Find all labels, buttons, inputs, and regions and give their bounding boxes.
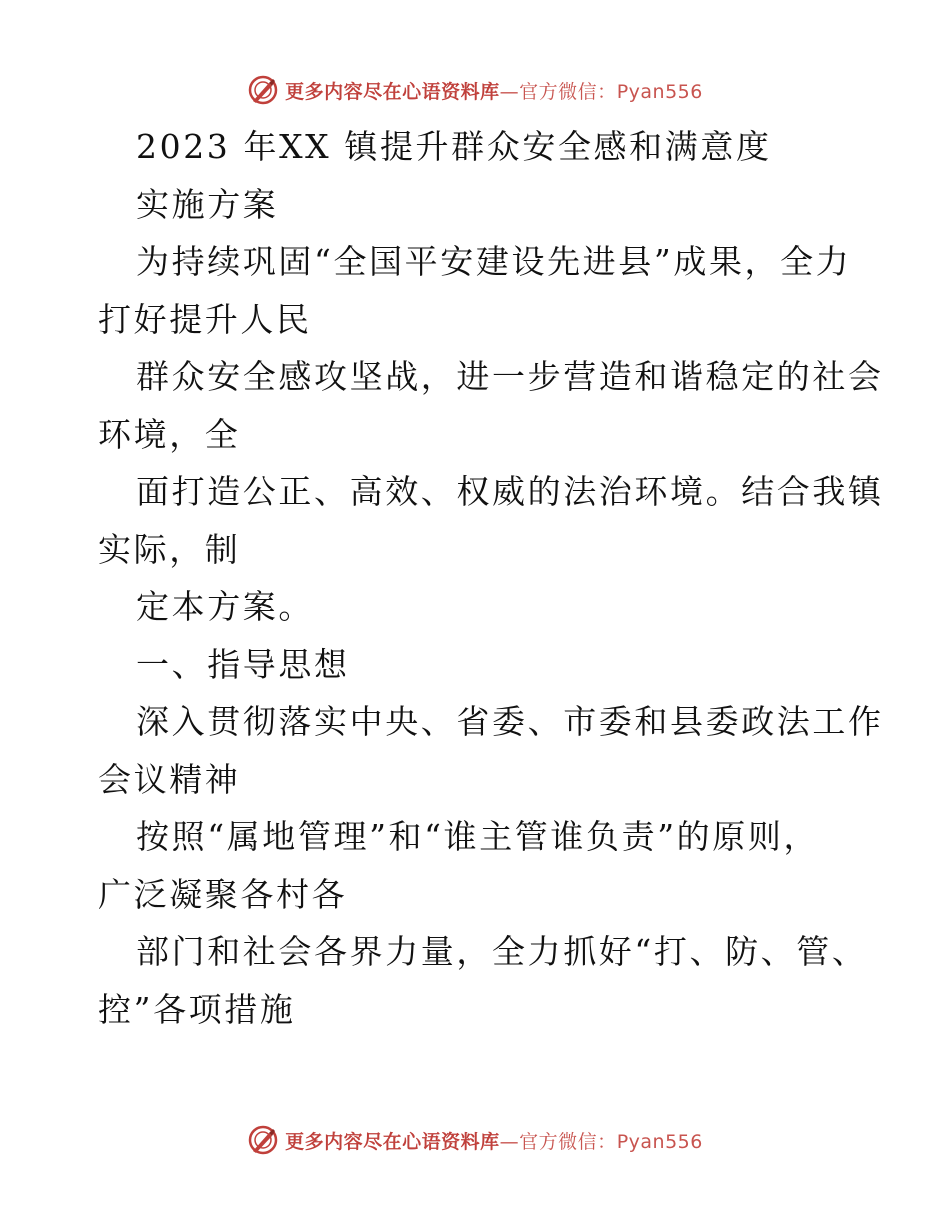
paragraph-line: 定本方案。: [136, 587, 314, 626]
paragraph-line: 广泛凝聚各村各: [98, 874, 348, 914]
paragraph-line: 群众安全感攻坚战，进一步营造和谐稳定的社会: [136, 357, 884, 396]
header-watermark: [0, 70, 950, 110]
paragraph-line: 为持续巩固“全国平安建设先进县”成果，全力: [136, 242, 852, 281]
watermark-text: [285, 1127, 703, 1154]
pen-logo-icon: [247, 1124, 279, 1156]
paragraph-line: 部门和社会各界力量，全力抓好“打、防、管、: [136, 932, 868, 971]
paragraph-line: 按照“属地管理”和“谁主管谁负责”的原则，: [136, 817, 820, 856]
watermark-brand: 更多内容尽在心语资料库: [285, 1130, 500, 1153]
document-title-line-1: 2023 年XX 镇提升群众安全感和满意度: [136, 127, 772, 166]
watermark-label: 官方微信：: [519, 1130, 617, 1153]
watermark-wechat-id: Pyan556: [616, 1130, 703, 1153]
watermark-label: 官方微信：: [519, 80, 617, 103]
watermark-wechat-id: Pyan556: [616, 80, 703, 103]
paragraph-line: 实际，制: [98, 529, 241, 569]
pen-logo-icon: [247, 74, 279, 106]
watermark-text: [285, 77, 703, 104]
footer-watermark: [0, 1120, 950, 1160]
document-body: [98, 118, 884, 1038]
paragraph-line: 深入贯彻落实中央、省委、市委和县委政法工作: [136, 702, 884, 741]
paragraph-line: 面打造公正、高效、权威的法治环境。结合我镇: [136, 472, 884, 511]
paragraph-line: 会议精神: [98, 759, 241, 799]
paragraph-line: 控”各项措施: [98, 989, 296, 1029]
watermark-separator: —: [499, 80, 520, 103]
paragraph-line: 环境，全: [98, 414, 241, 454]
paragraph-line: 打好提升人民: [98, 299, 312, 339]
watermark-separator: —: [499, 1130, 520, 1153]
document-title-line-2: 实施方案: [136, 184, 279, 224]
section-heading: 一、指导思想: [136, 644, 350, 684]
watermark-brand: 更多内容尽在心语资料库: [285, 80, 500, 103]
